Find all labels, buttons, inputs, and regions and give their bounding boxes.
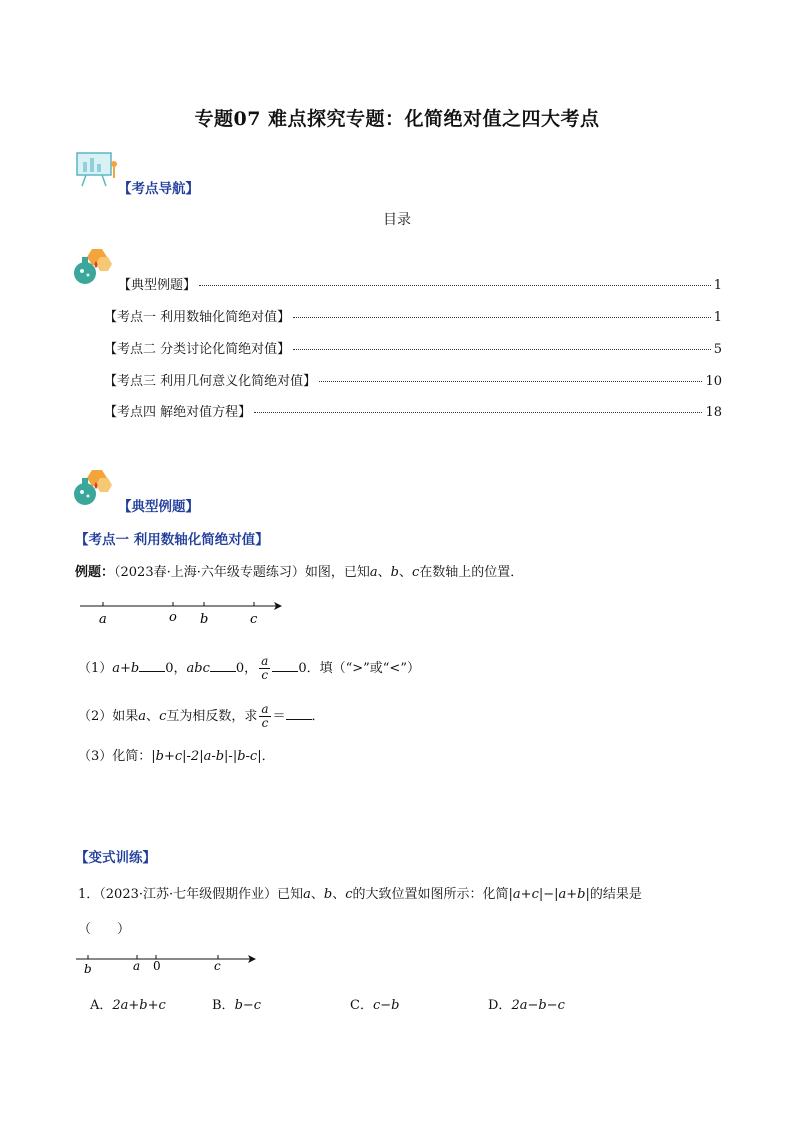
question-text: ． bbox=[261, 749, 275, 764]
topic1-heading: 【考点一 利用数轴化简绝对值】 bbox=[75, 532, 269, 548]
numberline-label: 0 bbox=[153, 959, 161, 973]
fraction-numerator: a bbox=[261, 654, 269, 668]
toc-row[interactable] bbox=[104, 401, 722, 420]
question-text: （3）化简： bbox=[78, 749, 152, 764]
toc-row-page: 5 bbox=[713, 342, 722, 357]
problem-1-statement bbox=[78, 883, 642, 902]
toc-row-label: 【考点一 利用数轴化简绝对值】 bbox=[104, 310, 291, 325]
fraction bbox=[259, 655, 270, 682]
toc-row-page: 1 bbox=[713, 278, 722, 293]
choice-letter: B． bbox=[212, 998, 235, 1013]
numberline-label: c bbox=[214, 959, 221, 973]
choice-letter: D． bbox=[488, 998, 512, 1013]
numberline-label: b bbox=[84, 962, 92, 976]
question-text: 0， bbox=[165, 661, 187, 676]
expression: a+b bbox=[112, 661, 140, 676]
nav-heading: 【考点导航】 bbox=[118, 181, 199, 197]
fraction-denominator: c bbox=[261, 716, 269, 730]
choice-d[interactable] bbox=[488, 994, 565, 1013]
var-c: c bbox=[345, 887, 353, 902]
question-text: ． bbox=[311, 709, 325, 724]
question-2 bbox=[78, 703, 325, 730]
choice-a[interactable] bbox=[90, 994, 166, 1013]
numberline-label: o bbox=[169, 610, 177, 625]
var-a: a bbox=[369, 565, 378, 580]
toc-leader bbox=[319, 381, 702, 382]
examples-heading: 【典型例题】 bbox=[118, 499, 199, 515]
var-b: b bbox=[323, 887, 333, 902]
answer-blank[interactable] bbox=[272, 659, 298, 672]
example-source: （2023春·上海·六年级专题练习）如图，已知 bbox=[114, 565, 370, 580]
numberline-label: c bbox=[250, 612, 258, 627]
question-text: 0．填（“>”或“<”） bbox=[298, 661, 420, 676]
question-1 bbox=[78, 655, 420, 682]
practice-heading: 【变式训练】 bbox=[75, 850, 156, 866]
toc-row[interactable] bbox=[104, 338, 722, 357]
example-lead: 例题： bbox=[75, 565, 115, 580]
toc-row[interactable] bbox=[104, 306, 722, 325]
choices bbox=[0, 994, 794, 1014]
numberline-label: a bbox=[133, 959, 141, 973]
choice-text: b−c bbox=[234, 998, 262, 1013]
fraction bbox=[259, 703, 270, 730]
choice-letter: A． bbox=[90, 998, 113, 1013]
toc-row[interactable] bbox=[118, 274, 722, 293]
numberline-label: b bbox=[200, 612, 209, 627]
toc-leader bbox=[293, 349, 711, 350]
fraction-denominator: c bbox=[261, 668, 269, 682]
question-3 bbox=[78, 745, 275, 764]
separator: 、 bbox=[398, 565, 412, 580]
expression: |a+c|−|a+b| bbox=[508, 887, 590, 902]
problem-text: 的大致位置如图所示：化简 bbox=[352, 887, 509, 902]
question-text: 0， bbox=[235, 661, 258, 676]
problem-text: 的结果是 bbox=[589, 887, 642, 902]
choice-b[interactable] bbox=[212, 994, 261, 1013]
answer-blank[interactable] bbox=[286, 707, 312, 720]
toc-row[interactable] bbox=[104, 370, 722, 389]
toc-leader bbox=[254, 412, 702, 413]
equals-sign: ＝ bbox=[272, 709, 286, 724]
toc-row-page: 10 bbox=[705, 374, 722, 389]
separator: 、 bbox=[332, 887, 346, 902]
separator: 、 bbox=[146, 709, 160, 724]
presentation-board-icon bbox=[74, 150, 120, 188]
toc-title: 目录 bbox=[383, 212, 411, 228]
var-a: a bbox=[303, 887, 311, 902]
toc-row-page: 18 bbox=[705, 405, 722, 420]
var-b: b bbox=[390, 565, 399, 580]
var-a: a bbox=[138, 709, 147, 724]
choice-letter: C． bbox=[350, 998, 373, 1013]
toc-row-label: 【考点四 解绝对值方程】 bbox=[104, 405, 252, 420]
answer-blank[interactable] bbox=[210, 659, 236, 672]
var-c: c bbox=[412, 565, 420, 580]
toc-row-label: 【考点三 利用几何意义化简绝对值】 bbox=[104, 374, 317, 389]
question-number: （1） bbox=[78, 661, 113, 676]
choice-c[interactable] bbox=[350, 994, 399, 1013]
choice-text: 2a+b+c bbox=[112, 998, 166, 1013]
numberline-label: a bbox=[99, 612, 107, 627]
number-line bbox=[78, 596, 288, 630]
expression: |b+c|-2|a-b|-|b-c| bbox=[151, 749, 262, 764]
toc-row-label: 【考点二 分类讨论化简绝对值】 bbox=[104, 342, 291, 357]
toc-leader bbox=[293, 317, 711, 318]
flask-icon bbox=[72, 247, 114, 287]
answer-blank[interactable] bbox=[139, 659, 165, 672]
separator: 、 bbox=[310, 887, 324, 902]
flask-icon bbox=[72, 468, 114, 508]
toc-row-label: 【典型例题】 bbox=[118, 278, 197, 293]
example-statement bbox=[75, 561, 523, 580]
problem-text: 1．（2023·江苏·七年级假期作业）已知 bbox=[78, 887, 304, 902]
answer-parentheses: （ ） bbox=[78, 922, 131, 937]
question-text: 互为相反数，求 bbox=[166, 709, 258, 724]
fraction-numerator: a bbox=[261, 702, 269, 716]
toc-row-page: 1 bbox=[713, 310, 722, 325]
number-line bbox=[74, 950, 264, 980]
choice-text: 2a−b−c bbox=[511, 998, 565, 1013]
choice-text: c−b bbox=[372, 998, 400, 1013]
var-c: c bbox=[159, 709, 167, 724]
example-tail: 在数轴上的位置． bbox=[419, 565, 524, 580]
expression: abc bbox=[186, 661, 210, 676]
question-number: （2）如果 bbox=[78, 709, 139, 724]
page-title: 专题07 难点探究专题：化简绝对值之四大考点 bbox=[194, 108, 600, 130]
separator: 、 bbox=[377, 565, 391, 580]
toc-leader bbox=[199, 285, 711, 286]
